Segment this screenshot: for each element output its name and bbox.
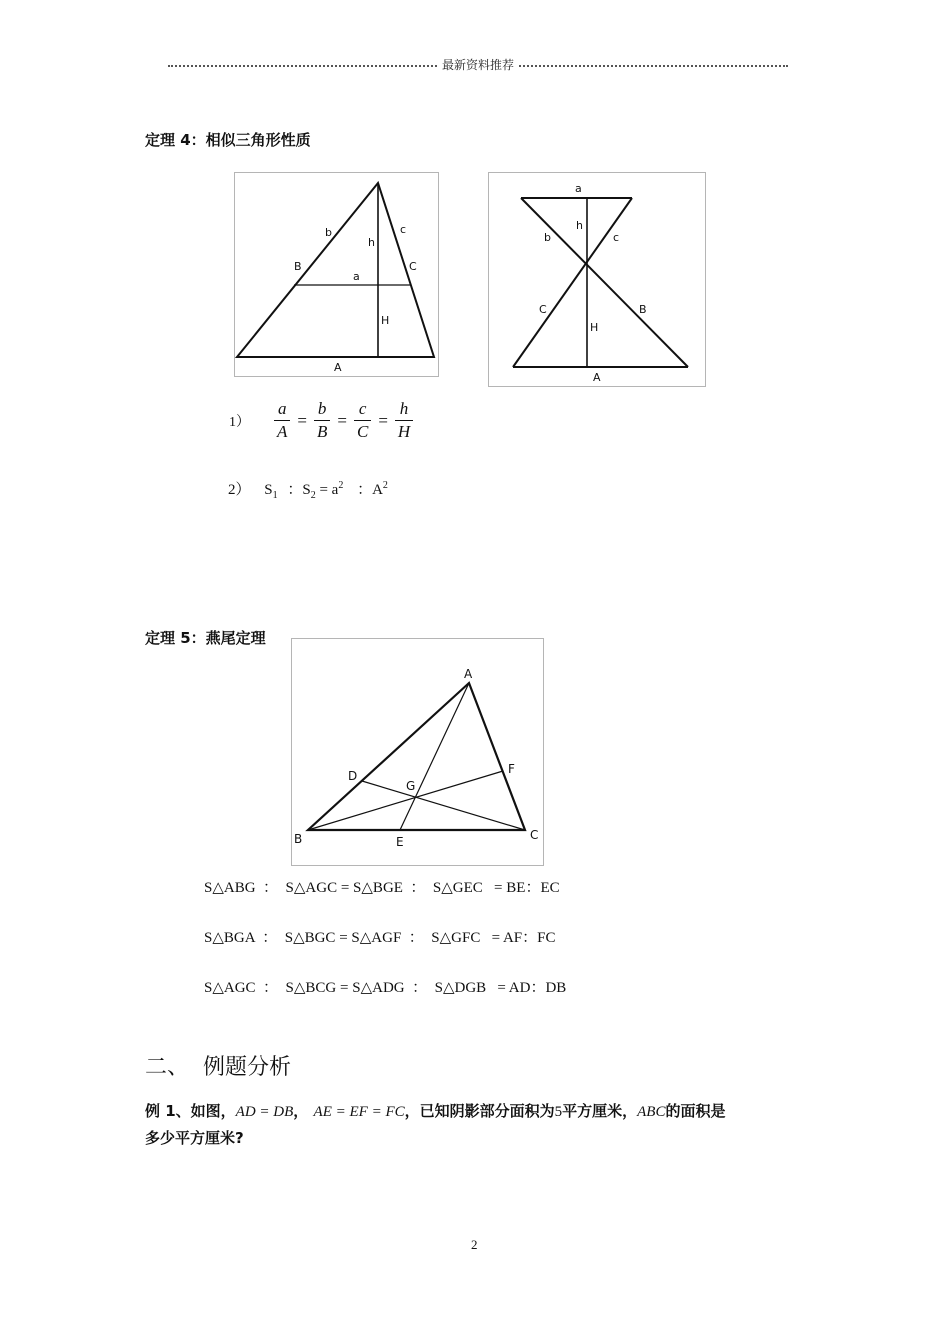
- fig3-label-B: B: [294, 832, 303, 846]
- fraction-h-over-H: [395, 398, 413, 443]
- theorem4-label: 定理 4：: [145, 131, 206, 149]
- hourglass-svg: [489, 173, 705, 386]
- example1-prefix: 例 1、如图，: [145, 1102, 236, 1120]
- ratio-formula: [228, 398, 415, 443]
- equals-sign: =: [337, 410, 347, 430]
- hourglass-figure: [488, 172, 706, 387]
- fig2-label-B: B: [639, 303, 647, 316]
- fig2-label-A: A: [593, 371, 601, 384]
- area-sub1: 1: [272, 490, 278, 501]
- frac-num: h: [395, 398, 413, 421]
- fig1-label-h: h: [368, 236, 375, 249]
- swallowtail-figure: [291, 638, 544, 866]
- cevian-CD: [362, 781, 525, 830]
- outer-triangle: [237, 183, 434, 357]
- fig3-label-F: F: [508, 762, 515, 776]
- fig1-label-c: c: [400, 223, 407, 236]
- ratio-line-1: S△ABG ： S△AGC = S△BGE ： S△GEC = BE：EC: [204, 880, 560, 896]
- fig2-label-H: H: [590, 321, 599, 334]
- fig1-label-b: b: [325, 226, 332, 239]
- frac-den: H: [397, 422, 411, 441]
- fig2-label-C: C: [539, 303, 547, 316]
- fig3-label-G: G: [406, 779, 416, 793]
- example1-cond1: AD = DB: [235, 1104, 294, 1120]
- frac-num: a: [274, 398, 290, 421]
- fraction-a-over-A: [274, 398, 290, 443]
- example-1: [145, 1098, 825, 1151]
- header-text: 最新资料推荐: [438, 56, 518, 73]
- fig1-label-C: C: [409, 260, 417, 273]
- fig2-label-h: h: [576, 219, 583, 232]
- swallowtail-svg: [292, 639, 543, 865]
- theorem4-heading: [145, 129, 311, 150]
- main-triangle: [308, 683, 525, 830]
- area-ratio-formula: [228, 478, 388, 501]
- theorem5-label: 定理 5：: [145, 629, 206, 647]
- frac-den: B: [316, 422, 328, 441]
- theorem5-heading: [145, 627, 266, 648]
- example1-mid2: 平方厘米，: [562, 1102, 638, 1120]
- area-sub2: 2: [310, 490, 316, 501]
- area-eq: = a: [319, 482, 339, 498]
- fig1-label-A: A: [334, 361, 342, 374]
- area-s1: [264, 482, 278, 501]
- fraction-c-over-C: [354, 398, 371, 443]
- page-number: 2: [471, 1237, 478, 1252]
- theorem5-title: 燕尾定理: [205, 629, 266, 647]
- example1-sep1: ，: [293, 1102, 309, 1120]
- fig1-label-H: H: [381, 314, 390, 327]
- cevian-AE: [400, 683, 469, 830]
- example1-cond2: AE = EF = FC: [313, 1104, 405, 1120]
- fig1-label-B: B: [294, 260, 302, 273]
- frac-num: c: [354, 398, 371, 421]
- example1-num5: 5: [554, 1104, 563, 1120]
- fig2-label-b: b: [544, 231, 551, 244]
- area-s: S: [264, 482, 273, 498]
- example1-line2: 多少平方厘米?: [145, 1129, 244, 1147]
- page-header: [168, 56, 788, 76]
- similar-triangle-figure: [234, 172, 439, 377]
- section-title: 二、 例题分析: [145, 1055, 291, 1080]
- area-sup2: 2: [382, 480, 388, 491]
- fig3-label-C: C: [530, 828, 539, 842]
- fig2-label-a: a: [575, 182, 582, 195]
- area-sup1: 2: [338, 480, 344, 491]
- fig3-label-A: A: [464, 667, 473, 681]
- ratio-line-3: S△AGC ： S△BCG = S△ADG ： S△DGB = AD：DB: [204, 980, 567, 996]
- fig3-label-E: E: [396, 835, 404, 849]
- area-colon2: ：A: [357, 482, 383, 498]
- diag-right-to-left: [513, 198, 632, 367]
- equals-sign: =: [378, 410, 388, 430]
- frac-den: C: [356, 422, 369, 441]
- example1-tail: 的面积是: [665, 1102, 726, 1120]
- item1-number: 1）: [229, 414, 250, 430]
- fraction-b-over-B: [314, 398, 330, 443]
- ratio-line-2: S△BGA ： S△BGC = S△AGF ： S△GFC = AF：FC: [204, 930, 556, 946]
- area-colon1: ：S: [287, 482, 311, 498]
- theorem4-title: 相似三角形性质: [205, 131, 311, 149]
- diag-left-to-right: [521, 198, 688, 367]
- fig3-label-D: D: [348, 769, 358, 783]
- equals-sign: =: [297, 410, 307, 430]
- similar-triangle-svg: [235, 173, 438, 376]
- frac-den: A: [277, 422, 288, 441]
- example1-mid: ，已知阴影部分面积为: [404, 1102, 555, 1120]
- item2-number: 2）: [228, 482, 251, 498]
- example1-abc: ABC: [637, 1104, 666, 1120]
- fig1-label-a: a: [353, 270, 360, 283]
- frac-num: b: [314, 398, 330, 421]
- fig2-label-c: c: [613, 231, 620, 244]
